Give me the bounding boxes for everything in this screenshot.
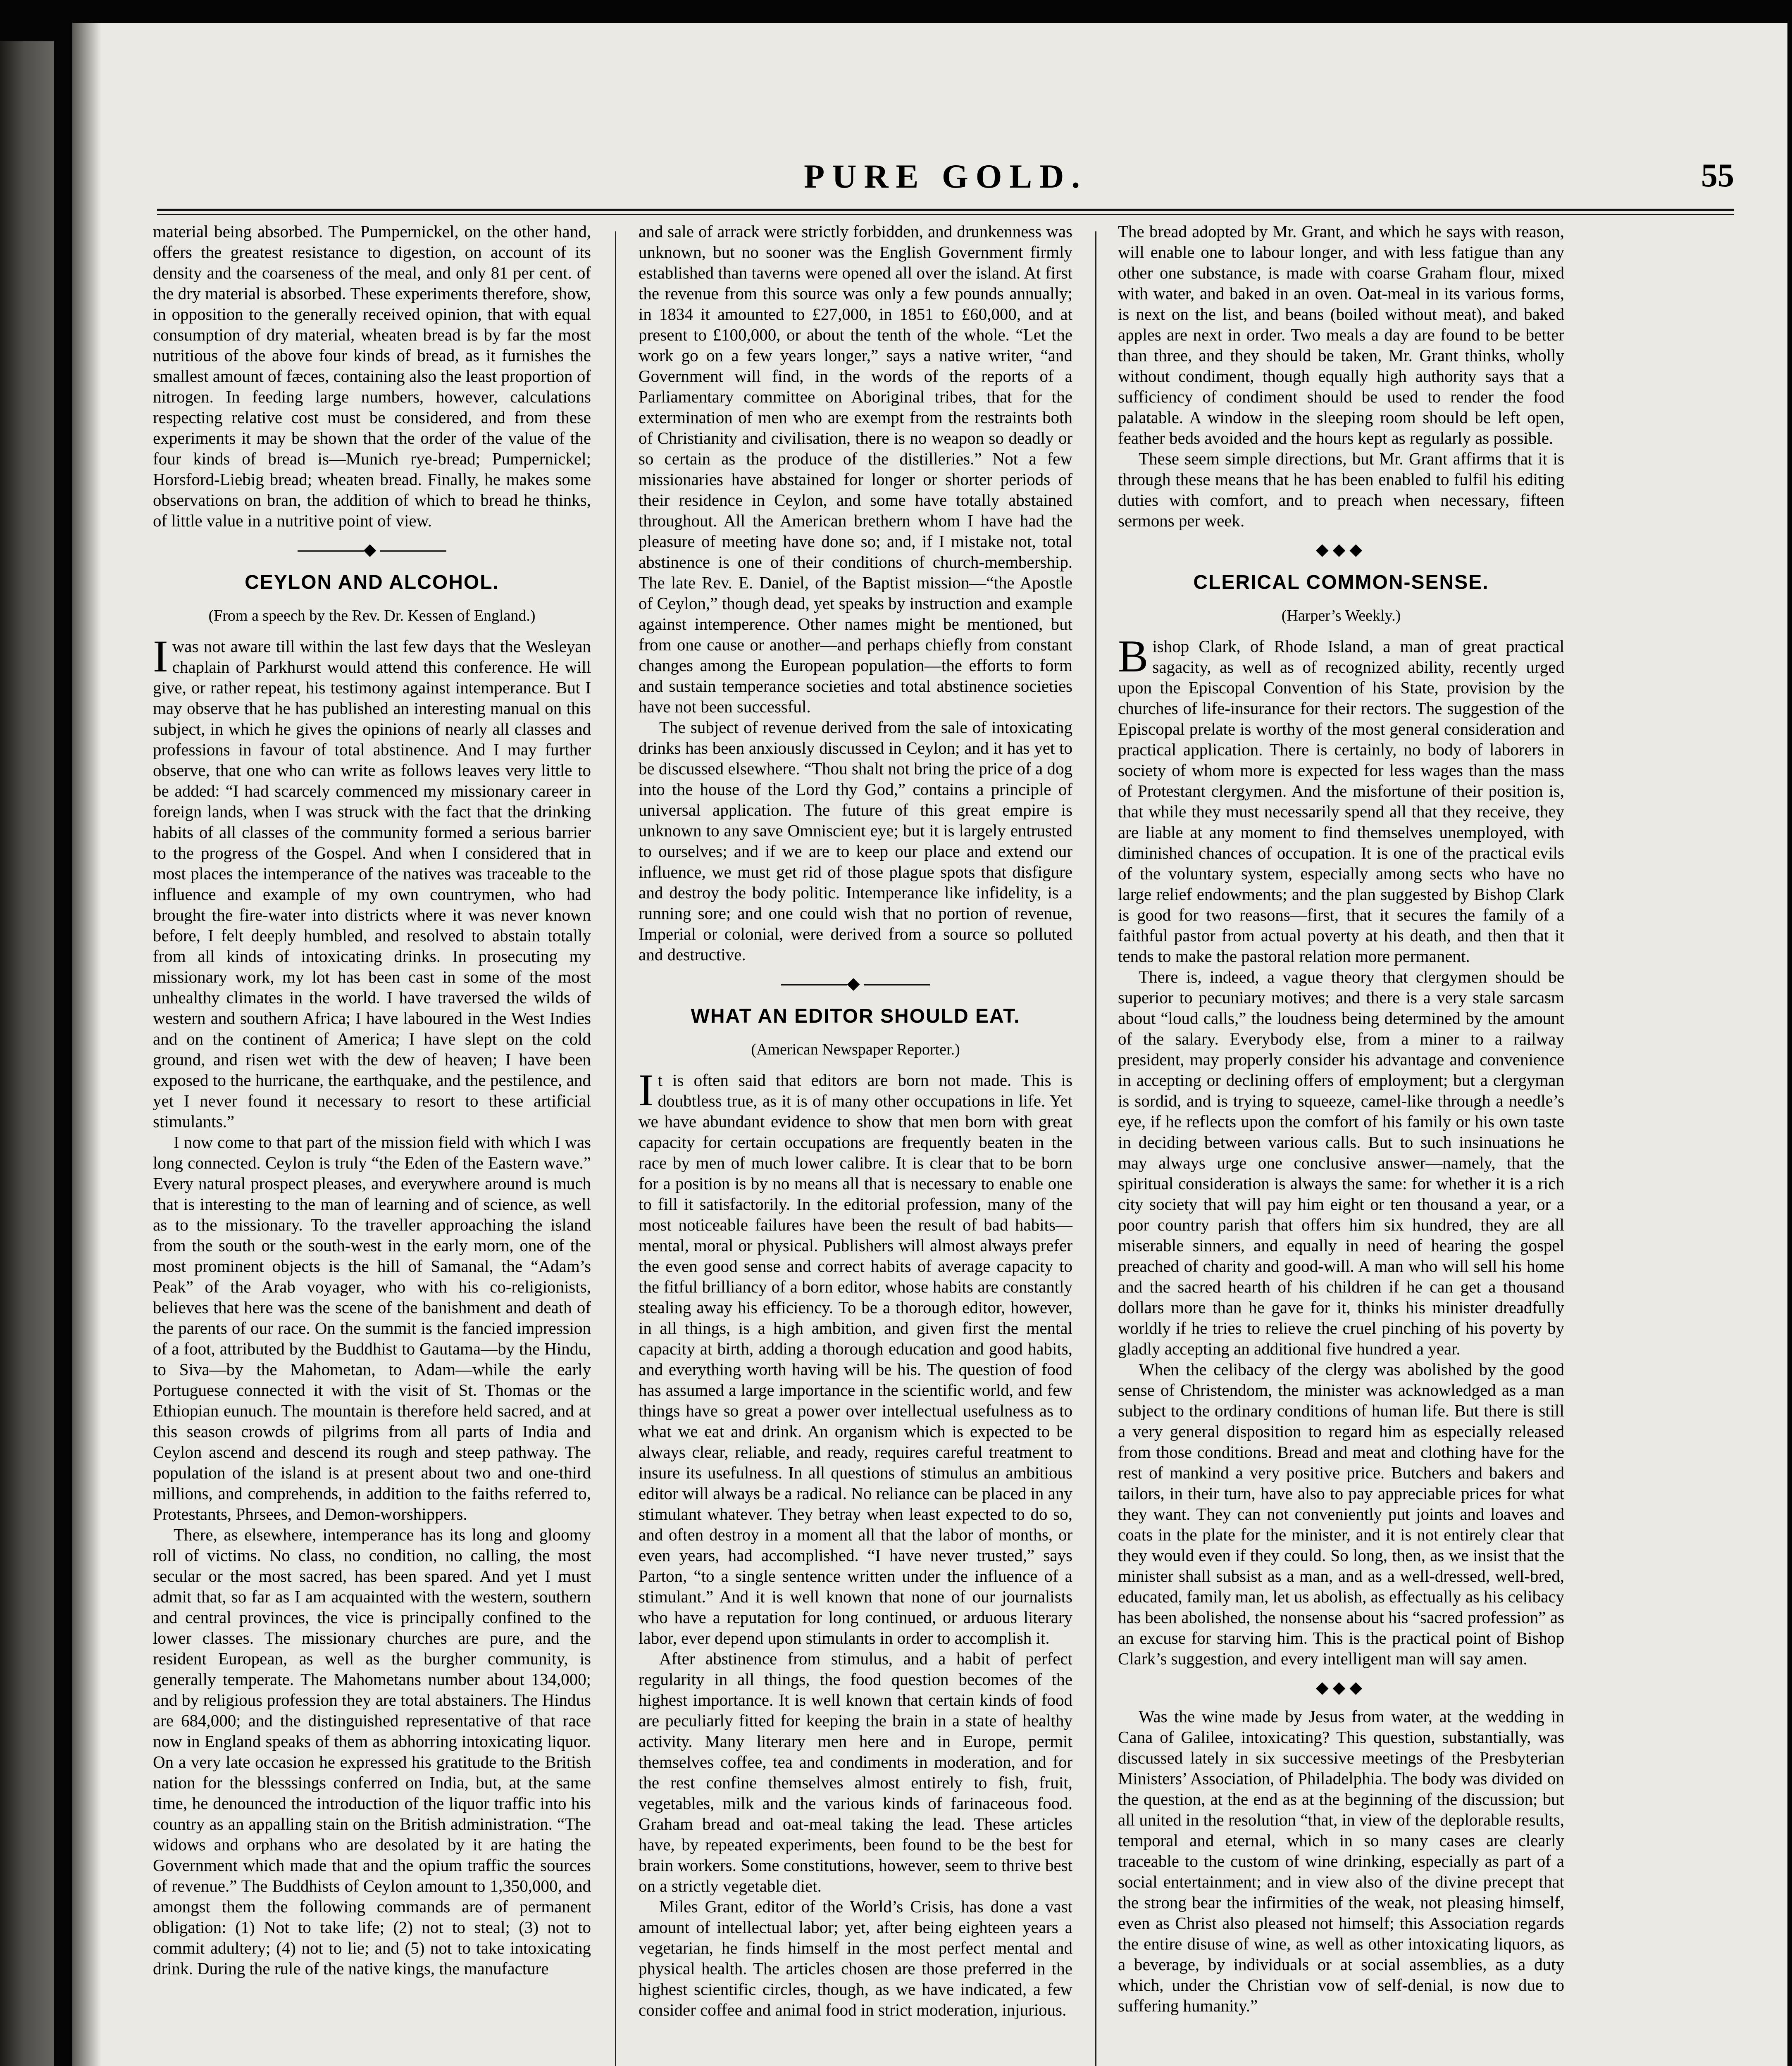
running-title: PURE GOLD. [804, 157, 1087, 195]
article-source: (Harper’s Weekly.) [1281, 607, 1401, 624]
article-paragraph: When the celibacy of the clergy was abolished by the good sense of Christendom, the minister was acknowledged as a man subject to the ordinary conditions of human life. But there is still a very general disposition to regard him as especially released from those conditions. Bread and meat and clothing have for the rest of mankind a very positive price. Butchers and bakers and tailors, in their turn, have also to pay appreciable prices for what they want. They can not conveniently put joints and loaves and coats in the plate for the minister, and it is not entirely clear that they would even if they could. So long, then, as we insist that the minister shall subsist as a man, and as a well-dressed, well-bred, educated, family man, let us abolish, as effectually as his celibacy has been abolished, the nonsense about his “sacred profession” as an excuse for starving him. This is the practical point of Bishop Clark’s suggestion, and every intelligent man will say amen. [1118, 1360, 1564, 1668]
article-paragraph: Was the wine made by Jesus from water, at the wedding in Cana of Galilee, intoxicating? This question, substantially, was discussed lately in six successive meetings of the Presbyterian Ministers’ Association, of Philadelphia. The body was divided on the question, at the end as at the beginning of the discussion; but all united in the resolution “that, in view of the deplorable results, temporal and eternal, which in so many cases are clearly traceable to the custom of wine drinking, especially as part of a social entertainment; and in view also of the divine precept that the strong bear the infirmities of the weak, not pleasing himself, even as Christ also pleased not himself; this Association regards the entire disuse of wine, as well as other intoxicating liquors, as a beverage, by individuals or at social assemblies, as a duty which, under the Christian vow of self-denial, is now due to suffering humanity.” [1118, 1707, 1564, 2015]
article-paragraph: There, as elsewhere, intemperance has its long and gloomy roll of victims. No class, no condition, no calling, the most secular or the most sacred, has been spared. And yet I must admit that, so far as I am acquainted with the western, southern and central provinces, the vice is principally confined to the lower classes. The missionary churches are pure, and the resident European, as well as the burgher community, is generally temperate. The Mahometans number about 134,000; and by religious profession they are total abstainers. The Hindus are 684,000; and the distinguished representative of that race now in England speaks of them as abhorring intoxicating liquor. On a very late occasion he expressed his gratitude to the British nation for the blesssings conferred on India, but, at the same time, he denounced the introduction of the liquor traffic into his country as an appalling stain on the British administration. “The widows and orphans who are desolated by it are hating the Government which made that and the opium traffic the sources of revenue.” The Buddhists of Ceylon amount to 1,350,000, and amongst them the following commands are of permanent obligation: (1) Not to take life; (2) not to steal; (3) not to commit adultery; (4) not to lie; and (5) not to take intoxicating drink. During the rule of the native kings, the manufacture [153, 1525, 591, 1978]
article-paragraph: The subject of revenue derived from the sale of intoxicating drinks has been anxiously discussed in Ceylon; and it has yet to be discussed elsewhere. “Thou shalt not bring the price of a dog into the house of the Lord thy God,” contains a principle of universal application. The future of this great empire is unknown to any save Omniscient eye; but it is largely entrusted to ourselves; and if we are to keep our place and extend our influence, we must get rid of those plague spots that disfigure and destroy the body politic. Intemperance like infidelity, is a running sore; and one could wish that no portion of revenue, Imperial or colonial, were derived from a source so polluted and destructive. [639, 718, 1072, 964]
article-heading: CEYLON AND ALCOHOL. [245, 571, 499, 593]
column-middle [639, 221, 1072, 2020]
scan-shadow [72, 23, 101, 2066]
column-divider [615, 231, 616, 2066]
article-paragraph: material being absorbed. The Pumpernickel, on the other hand, offers the greatest resistance to digestion, on account of its density and the coarseness of the meal, and only 81 per cent. of the dry material is absorbed. These experiments therefore, show, in opposition to the generally received opinion, that with equal consumption of dry material, wheaten bread is by far the most nutritious of the above four kinds of bread, as it furnishes the smallest amount of fæces, containing also the least proportion of nitrogen. In feeding large numbers, however, calculations respecting relative cost must be considered, and from these experiments it may be shown that the order of the value of the four kinds of bread is—Munich rye-bread; Pumpernickel; Horsford-Liebig bread; wheaten bread. Finally, he makes some observations on bran, the addition of which to bread he thinks, of little value in a nutritive point of view. [153, 222, 591, 530]
adjacent-page-edge [0, 41, 54, 2066]
article-paragraph: I now come to that part of the mission field with which I was long connected. Ceylon is truly “the Eden of the Eastern wave.” Every natural prospect pleases, and everywhere around is much that is interesting to the man of learning and of science, as well as to the missionary. To the traveller approaching the island from the south or the south-west in the early morn, one of the most prominent objects is the hill of Samanal, the “Adam’s Peak” of the Arab voyager, who with his co-religionists, believes that here was the scene of the banishment and death of the parents of our race. On the summit is the fancied impression of a foot, attributed by the Buddhist to Gautama—by the Hindu, to Siva—by the Mahometan, to Adam—while the early Portuguese connected it with the visit of St. Thomas or the Ethiopian eunuch. The mountain is therefore held sacred, and at this season crowds of pilgrims from all parts of India and Ceylon ascend and descend its rough and steep pathway. The population of the island is at present about two and one-third millions, and comprehends, in addition to the faiths referred to, Protestants, Phrsees, and Demon-worshippers. [153, 1133, 591, 1523]
article-heading: WHAT AN EDITOR SHOULD EAT. [691, 1005, 1020, 1027]
article-paragraph: It is often said that editors are born not made. This is doubtless true, as it is of many other occupations in life. Yet we have abundant evidence to show that men born with great capacity for certain occupations are frequently beaten in the race by men of much lower calibre. It is clear that to be born for a position is by no means all that is necessary to enable one to fill it satisfactorily. In the editorial profession, many of the most noticeable failures have been the result of bad habits—mental, moral or physical. Publishers will almost always prefer the even good sense and correct habits of average capacity to the fitful brilliancy of a born editor, whose habits are constantly stealing away his efficiency. To be a thorough editor, however, in all things, is a high ambition, and given first the mental capacity at birth, adding a thorough education and good habits, and everything worth having will be his. The question of food has assumed a large importance in the scientific world, and few things have so great a power over intellectual usefulness as to what we eat and drink. An organism which is expected to be always clear, reliable, and ready, requires careful treatment to insure its usefulness. In all questions of stimulus an ambitious editor will always be a radical. No reliance can be placed in any stimulant whatever. They betray when least expected to do so, and often destroy in a moment all that the labor of months, or even years, had accomplished. “I have never trusted,” says Parton, “to a single sentence written under the influence of a stimulant.” And it is well known that none of our journalists who have a reputation for long continued, or arduous literary labor, ever depend upon stimulants in order to accomplish it. [639, 1065, 1072, 1647]
article-source: (American Newspaper Reporter.) [751, 1041, 960, 1058]
article-paragraph: The bread adopted by Mr. Grant, and which he says with reason, will enable one to labour longer, and with less fatigue than any other one substance, is made with coarse Graham flour, mixed with water, and baked in an oven. Oat-meal in its various forms, is next on the list, and beans (boiled without meat), and baked apples are next in order. Two meals a day are found to be better than three, and they should be taken, Mr. Grant thinks, wholly without condiment, though equally high authority says that a sufficiency of condiment should be used to render the food palatable. A window in the sleeping room should be left open, feather beds avoided and the hours kept as regularly as possible. [1118, 222, 1564, 447]
article-paragraph: Miles Grant, editor of the World’s Crisis, has done a vast amount of intellectual labor; yet, after being eighteen years a vegetarian, he finds himself in the most perfect mental and physical health. The articles chosen are those preferred in the highest scientific circles, though, as we have indicated, a few consider coffee and animal food in strict moderation, injurious. [639, 1897, 1072, 2019]
column-left [153, 221, 591, 1979]
section-ornament: ◆ [639, 973, 1072, 994]
article-paragraph: and sale of arrack were strictly forbidden, and drunkenness was unknown, but no sooner was the English Government firmly established than taverns were opened all over the island. At first the revenue from this source was only a few pounds annually; in 1834 it amounted to £27,000, in 1851 to £60,000, and at present to £100,000, or about the tenth of the whole. “Let the work go on a few years longer,” says a native writer, “and Government will find, in the words of the reports of a Parliamentary committee on Aboriginal tribes, that for the extermination of men who are exempt from the restraints both of Christianity and civilisation, there is no weapon so deadly or so certain as the produce of the distilleries.” Not a few missionaries have abstained for longer or shorter periods of their residence in Ceylon, and some have totally abstained throughout. All the American brethern whom I have had the pleasure of meeting have done so; and, if I mistake not, total abstinence is one of their conditions of church-membership. The late Rev. E. Daniel, of the Baptist mission—“the Apostle of Ceylon,” though dead, yet speaks by instruction and example against intemperence. Other names might be mentioned, but from one cause or another—and perhaps chiefly from constant changes among the European population—the efforts to form and sustain temperance societies and total abstinence societies have not been successful. [639, 222, 1072, 716]
article-paragraph: Iwas not aware till within the last few days that the Wesleyan chaplain of Parkhurst would attend this conference. He will give, or rather repeat, his testimony against intemperance. But I may observe that he has published an interesting manual on this subject, in which he gives the opinions of nearly all classes and professions in favour of total abstinence. And I may further observe, that one who can write as follows leaves very little to be added: “I had scarcely commenced my missionary career in foreign lands, when I was struck with the fact that the drinking habits of all classes of the community formed a serious barrier to the progress of the Gospel. And when I considered that in most places the intemperance of the natives was traceable to the influence and example of my own countrymen, who had brought the fire-water into districts where it was never known before, I felt deeply humbled, and resolved to abstain totally from all kinds of intoxicating drinks. In prosecuting my missionary work, my lot has been cast in some of the most unhealthy climates in the world. I have traversed the wilds of western and southern Africa; I have laboured in the West Indies and on the continent of America; I have slept on the cold ground, and risen wet with the dew of heaven; I have been exposed to the hurricane, the earthquake, and the pestilence, and yet I never found it necessary to resort to these artificial stimulants.” [153, 631, 591, 1131]
article-heading: CLERICAL COMMON-SENSE. [1193, 571, 1489, 593]
article-paragraph: There is, indeed, a vague theory that clergymen should be superior to pecuniary motives; and there is a very stale sarcasm about “loud calls,” the loudness being determined by the amount of the salary. Everybody else, from a miner to a railway president, may properly consider his advantage and convenience in accepting or declining offers of employment; but a clergyman is sordid, and is trying to squeeze, camel-like through a needle’s eye, if he reflects upon the comfort of his family or his own taste in deciding between various calls. But to such insinuations he may always urge one conclusive answer—namely, that the spiritual consideration is always the same: for whether it is a rich city society that will pay him eight or ten thousand a year, or a poor country parish that offers him six hundred, they are all miserable sinners, and equally in need of hearing the gospel preached of charity and good-will. A man who will sell his home and the sacred hearth of his children if he can get a thousand dollars more than he gave for it, thinks his minister dreadfully worldly if he tries to relieve the cruel pinching of his poverty by gladly accepting an additional five hundred a year. [1118, 967, 1564, 1358]
article-paragraph: After abstinence from stimulus, and a habit of perfect regularity in all things, the food question becomes of the highest importance. It is well known that certain kinds of food are peculiarly fitted for keeping the brain in a state of healthy activity. Many literary men here and in Europe, permit themselves coffee, tea and condiments in moderation, and for the rest confine themselves almost entirely to fish, fruit, vegetables, milk and the various kinds of farinaceous food. Graham bread and oat-meal taking the lead. These articles have, by repeated experiments, been found to be the best for brain workers. Some constitutions, however, seem to thrive best on a strictly vegetable diet. [639, 1649, 1072, 1895]
column-right [1118, 221, 1564, 2016]
article-paragraph: Bishop Clark, of Rhode Island, a man of great practical sagacity, as well as of recognized ability, recently urged upon the Episcopal Convention of his State, provision by the churches of life-insurance for their rectors. The suggestion of the Episcopal prelate is worthy of the most general consideration and practical application. There is certainly, no body of laborers in society of whom more is expected for less wages than the mass of Protestant clergymen. And the misfortune of their position is, that while they must necessarily spend all that they receive, they are liable at any moment to find themselves unemployed, with diminished chances of occupation. It is one of the practical evils of the voluntary system, especially among sects who have no large relief endowments; and the plan suggested by Bishop Clark is good for two reasons—first, that it secures the family of a faithful pastor from actual poverty at his death, and then that it tends to make the pastoral relation more permanent. [1118, 631, 1564, 966]
article-paragraph: These seem simple directions, but Mr. Grant affirms that it is through these means that he has been enabled to fulfil his editing duties with comfort, and to preach when necessary, fifteen sermons per week. [1118, 449, 1564, 530]
section-ornament: ◆◆◆ [1315, 1678, 1367, 1697]
page-number: 55 [1701, 157, 1734, 194]
header-rule [157, 209, 1734, 215]
section-ornament: ◆ [153, 539, 591, 560]
column-divider [1095, 231, 1096, 2066]
article-source: (From a speech by the Rev. Dr. Kessen of England.) [208, 607, 536, 624]
section-ornament: ◆◆◆ [1315, 540, 1367, 559]
